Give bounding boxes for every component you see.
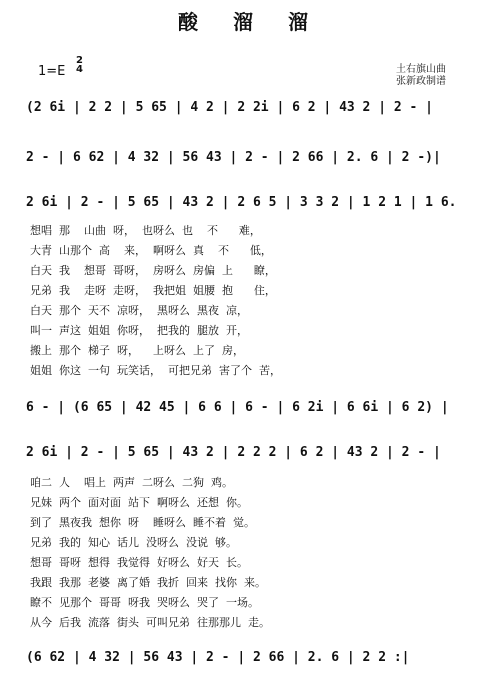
page-title: 酸 溜 溜 [178,10,322,34]
lyric-a-2: 大青 山那个 高 来， 啊呀么 真 不 低， [30,244,272,257]
credit-arranger: 张新政制谱 [396,76,446,87]
staff-line-1: (2 6i | 2 2 | 5 65 | 4 2 | 2 2i | 6 2 | 43 2 | 2 - | [26,100,433,115]
lyric-b-3: 到了 黑夜我 想你 呀 睡呀么 睡不着 觉。 [30,516,255,529]
staff-line-5: 2 6i | 2 - | 5 65 | 43 2 | 2 2 2 | 6 2 | 43 2 | 2 - | [26,445,441,460]
lyric-b-5: 想哥 哥呀 想得 我觉得 好呀么 好天 长。 [30,556,248,569]
key-signature: 1=E [38,64,66,79]
time-sig-bottom: 4 [76,64,83,75]
time-sig-top: 2 [76,55,83,66]
staff-line-6: (6 62 | 4 32 | 56 43 | 2 - | 2 66 | 2. 6 | 2 2 :| [26,650,410,665]
lyric-a-8: 姐姐 你这 一句 玩笑话， 可把兄弟 害了个 苦， [30,364,281,377]
staff-line-4: 6 - | (6 65 | 42 45 | 6 6 | 6 - | 6 2i | 6 6i | 6 2) | [26,400,449,415]
lyric-a-5: 白天 那个 天不 凉呀， 黑呀么 黑夜 凉， [30,304,248,317]
time-signature [76,56,83,74]
staff-line-3: 2 6i | 2 - | 5 65 | 43 2 | 2 6 5 | 3 3 2 | 1 2 1 | 1 6. [26,195,457,210]
lyric-b-2: 兄妹 两个 面对面 站下 啊呀么 还想 你。 [30,496,248,509]
lyric-a-3: 白天 我 想哥 哥呀， 房呀么 房偏 上 瞭， [30,264,276,277]
lyric-b-7: 瞭不 见那个 哥哥 呀我 哭呀么 哭了 一场。 [30,596,259,609]
lyric-b-4: 兄弟 我的 知心 话儿 没呀么 没说 够。 [30,536,237,549]
lyric-a-4: 兄弟 我 走呀 走呀， 我把姐 姐腰 抱 住， [30,284,276,297]
lyric-a-1: 想唱 那 山曲 呀， 也呀么 也 不 难， [30,224,261,237]
credit-origin: 土右旗山曲 [396,64,446,75]
lyric-b-6: 我跟 我那 老婆 离了婚 我折 回来 找你 来。 [30,576,266,589]
staff-line-2: 2 - | 6 62 | 4 32 | 56 43 | 2 - | 2 66 | 2. 6 | 2 -)| [26,150,441,165]
lyric-b-1: 咱二 人 唱上 两声 二呀么 二狗 鸡。 [30,476,233,489]
lyric-a-7: 搬上 那个 梯子 呀， 上呀么 上了 房， [30,344,244,357]
lyric-b-8: 从今 后我 流落 街头 可叫兄弟 往那那儿 走。 [30,616,270,629]
lyric-a-6: 叫一 声这 姐姐 你呀， 把我的 腿放 开， [30,324,248,337]
